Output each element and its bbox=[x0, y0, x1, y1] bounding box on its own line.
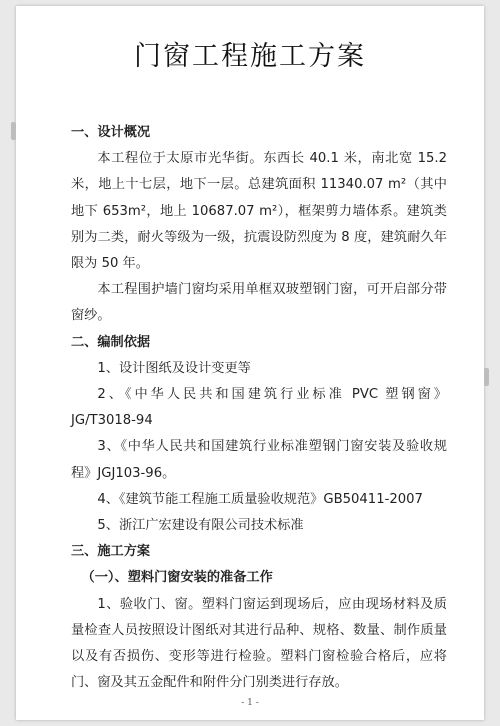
section-heading: 二、编制依据 bbox=[71, 334, 151, 350]
list-item: 5、浙江广宏建设有限公司技术标准 bbox=[97, 518, 304, 534]
list-item: 4、《建筑节能工程施工质量验收规范》GB50411-2007 bbox=[97, 491, 423, 507]
list-item: 3、《中华人民共和国建筑行业标准塑钢门窗安装及验收规程》JGJ103-96。 bbox=[71, 439, 447, 481]
document-title: 门窗工程施工方案 bbox=[134, 41, 366, 72]
page-number: - 1 - bbox=[241, 698, 259, 708]
subsection-heading: （一）、塑料门窗安装的准备工作 bbox=[81, 570, 273, 586]
list-item: 2、《中华人民共和国建筑行业标准 PVC 塑钢窗》JG/T3018-94 bbox=[71, 387, 447, 429]
list-item: 1、设计图纸及设计变更等 bbox=[97, 360, 251, 376]
body-paragraph: 1、验收门、窗。塑料门窗运到现场后，应由现场材料及质量检查人员按照设计图纸对其进行品种、规格、数量、制作质量以及有否损伤、变形等进行检验。塑料门窗检验合格后，应将门、窗及其五金配件和附件分门别类进行存放。 bbox=[71, 596, 447, 691]
section-heading: 一、设计概况 bbox=[71, 125, 151, 140]
document-page bbox=[16, 6, 484, 720]
body-paragraph: 本工程围护墙门窗均采用单框双玻塑钢门窗，可开启部分带窗纱。 bbox=[71, 282, 447, 324]
body-paragraph: 本工程位于太原市光华街。东西长 40.1 米，南北宽 15.2 米，地上十七层，地下一层。总建筑面积 11340.07 m²（其中地下 653m²，地上 10687.07 m²），框架剪力墙体系。建筑类别为二类，耐火等级为一级，抗震设防烈度为 8 度，建筑耐久年限为 50 年。 bbox=[71, 151, 447, 272]
scroll-marker bbox=[484, 368, 489, 386]
document-body bbox=[71, 120, 447, 696]
scroll-marker bbox=[11, 122, 16, 140]
section-heading: 三、施工方案 bbox=[71, 544, 151, 560]
